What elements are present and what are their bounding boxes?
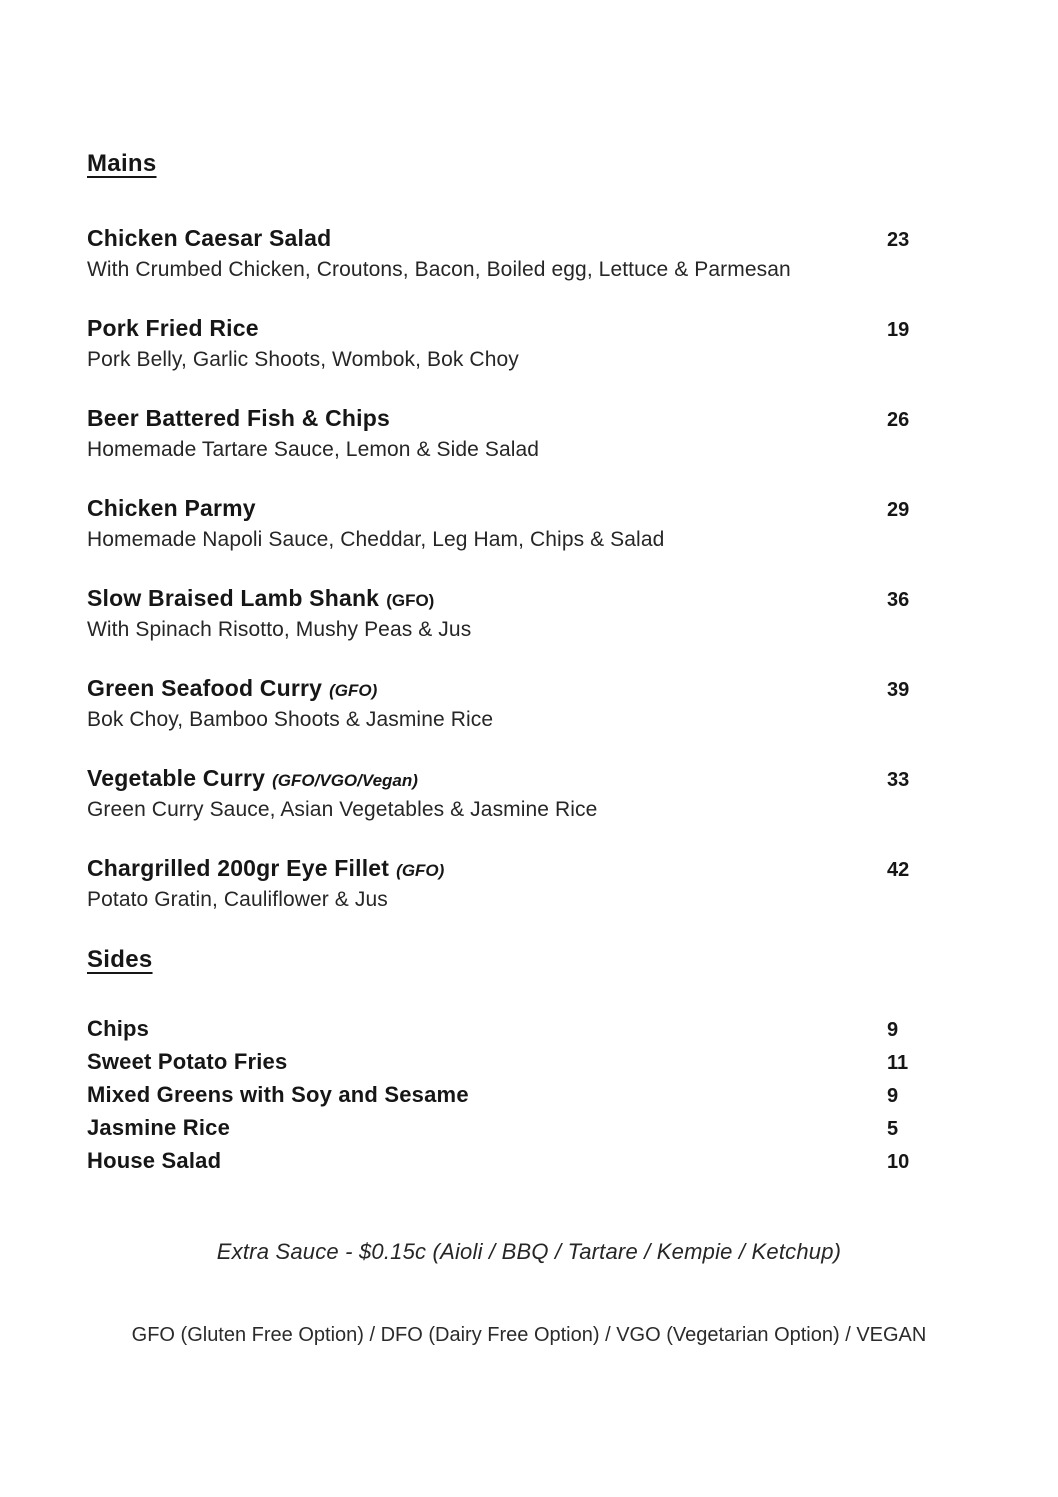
- item-dietary-tag: (GFO): [329, 681, 378, 700]
- menu-item-row: [87, 224, 971, 256]
- menu-sections: [87, 148, 971, 1179]
- item-description: Homemade Tartare Sauce, Lemon & Side Salad: [87, 438, 540, 461]
- menu-item-row: [87, 404, 971, 436]
- menu-item: [87, 1047, 971, 1080]
- item-description: Bok Choy, Bamboo Shoots & Jasmine Rice: [87, 708, 494, 731]
- section-items: [87, 224, 971, 914]
- menu-item-title: [87, 494, 887, 526]
- menu-item-title: [87, 674, 887, 706]
- menu-item: [87, 1080, 971, 1113]
- item-price: 23: [887, 229, 910, 251]
- item-price: 11: [887, 1052, 909, 1074]
- menu-item-title: [87, 404, 887, 436]
- item-price: 10: [887, 1151, 910, 1173]
- menu-item-row: [87, 584, 971, 616]
- item-name: Jasmine Rice: [87, 1115, 231, 1140]
- menu-item-row: [87, 1014, 971, 1047]
- section-heading: Sides: [87, 946, 153, 973]
- item-name: Vegetable Curry: [87, 765, 266, 791]
- menu-section-sides: [87, 944, 971, 1179]
- item-description: Homemade Napoli Sauce, Cheddar, Leg Ham, Chips & Salad: [87, 528, 665, 551]
- menu-section-mains: [87, 148, 971, 914]
- menu-item-title: [87, 224, 887, 256]
- menu-item: [87, 224, 971, 284]
- menu-item-title: [87, 1146, 887, 1179]
- menu-item-row: [87, 854, 971, 886]
- section-heading: Mains: [87, 150, 157, 177]
- menu-item-title: [87, 1113, 887, 1146]
- menu-item-title: [87, 1014, 887, 1047]
- item-description: Green Curry Sauce, Asian Vegetables & Jasmine Rice: [87, 798, 598, 821]
- item-name: Pork Fried Rice: [87, 315, 259, 341]
- item-price: 42: [887, 859, 910, 881]
- item-price: 9: [887, 1085, 899, 1107]
- menu-item: [87, 674, 971, 734]
- item-price: 19: [887, 319, 910, 341]
- menu-item: [87, 404, 971, 464]
- item-name: Chicken Caesar Salad: [87, 225, 332, 251]
- menu-item-title: [87, 1080, 887, 1113]
- menu-item-title: [87, 854, 887, 886]
- item-name: Slow Braised Lamb Shank: [87, 585, 380, 611]
- item-price: 5: [887, 1118, 899, 1140]
- item-description: With Spinach Risotto, Mushy Peas & Jus: [87, 618, 472, 641]
- section-items: [87, 1014, 971, 1179]
- menu-item-row: [87, 1047, 971, 1080]
- menu-item: [87, 584, 971, 644]
- menu-item: [87, 1014, 971, 1047]
- item-description: Potato Gratin, Cauliflower & Jus: [87, 888, 388, 911]
- item-price: 33: [887, 769, 910, 791]
- menu-item-title: [87, 1047, 887, 1080]
- item-price: 36: [887, 589, 910, 611]
- menu-item-title: [87, 764, 887, 796]
- extra-sauce-note: Extra Sauce - $0.15c (Aioli / BBQ / Tartare / Kempie / Ketchup): [216, 1239, 842, 1264]
- item-description: With Crumbed Chicken, Croutons, Bacon, Boiled egg, Lettuce & Parmesan: [87, 258, 791, 281]
- menu-item: [87, 314, 971, 374]
- item-price: 26: [887, 409, 910, 431]
- menu-item: [87, 764, 971, 824]
- item-name: Chargrilled 200gr Eye Fillet: [87, 855, 390, 881]
- menu-item-row: [87, 1080, 971, 1113]
- item-name: Chicken Parmy: [87, 495, 256, 521]
- item-dietary-tag: (GFO/VGO/Vegan): [272, 771, 418, 790]
- item-price: 9: [887, 1019, 899, 1041]
- menu-item: [87, 494, 971, 554]
- dietary-legend: GFO (Gluten Free Option) / DFO (Dairy Free Option) / VGO (Vegetarian Option) / VEGAN: [131, 1324, 927, 1346]
- item-dietary-tag: (GFO): [386, 591, 435, 610]
- menu-item-row: [87, 674, 971, 706]
- item-name: House Salad: [87, 1148, 222, 1173]
- item-price: 39: [887, 679, 910, 701]
- item-name: Mixed Greens with Soy and Sesame: [87, 1082, 469, 1107]
- item-dietary-tag: (GFO): [396, 861, 445, 880]
- menu-item-row: [87, 314, 971, 346]
- menu-item-row: [87, 1146, 971, 1179]
- menu-item-title: [87, 584, 887, 616]
- item-name: Chips: [87, 1016, 150, 1041]
- menu-item: [87, 1146, 971, 1179]
- item-description: Pork Belly, Garlic Shoots, Wombok, Bok Choy: [87, 348, 519, 371]
- menu-item-title: [87, 314, 887, 346]
- menu-item-row: [87, 494, 971, 526]
- item-price: 29: [887, 499, 910, 521]
- item-name: Sweet Potato Fries: [87, 1049, 288, 1074]
- item-name: Beer Battered Fish & Chips: [87, 405, 390, 431]
- item-name: Green Seafood Curry: [87, 675, 323, 701]
- menu-item: [87, 854, 971, 914]
- menu-item-row: [87, 1113, 971, 1146]
- menu-item-row: [87, 764, 971, 796]
- menu-item: [87, 1113, 971, 1146]
